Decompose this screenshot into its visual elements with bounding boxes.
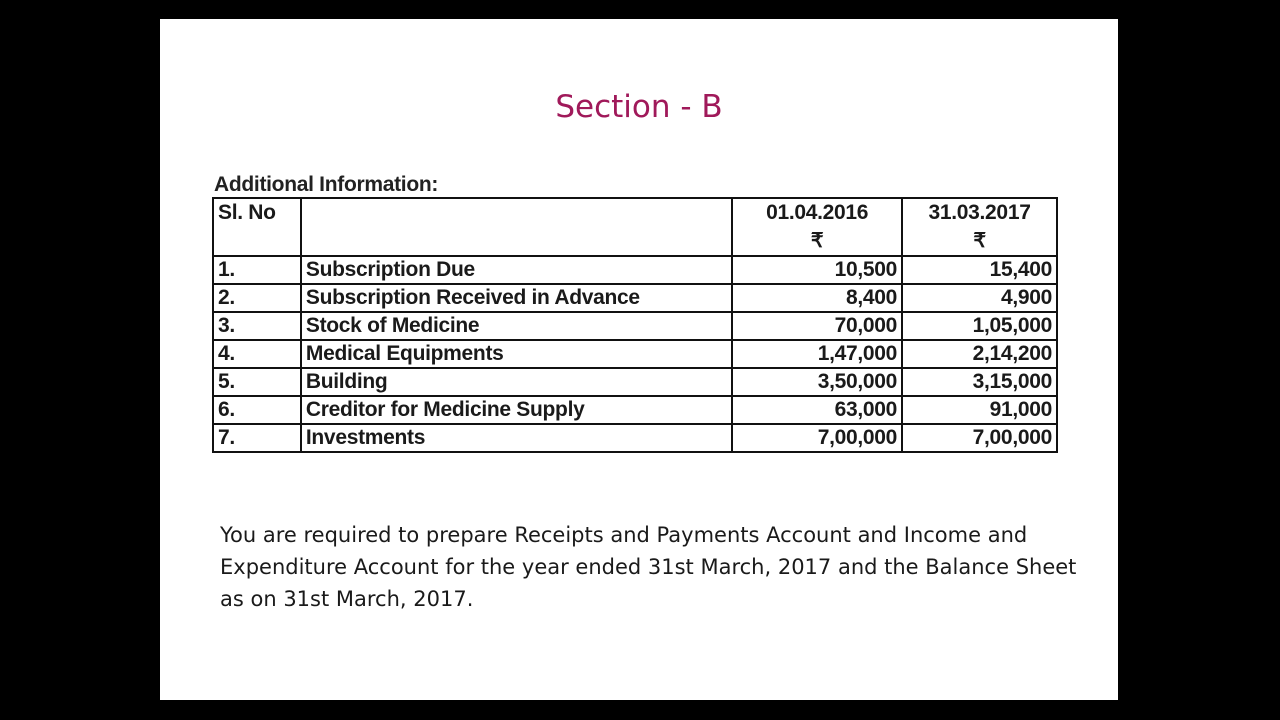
row-description: Medical Equipments (301, 340, 732, 368)
row-value-opening: 63,000 (732, 396, 902, 424)
row-description: Investments (301, 424, 732, 452)
header-date-opening-label: 01.04.2016 (766, 201, 869, 224)
row-number: 2. (213, 284, 301, 312)
additional-info-label: Additional Information: (214, 173, 439, 196)
row-number: 1. (213, 256, 301, 284)
table-row (213, 396, 1057, 424)
header-sl-no: Sl. No (213, 198, 301, 256)
row-description: Stock of Medicine (301, 312, 732, 340)
rupee-symbol: ₹ (973, 230, 986, 252)
row-description: Building (301, 368, 732, 396)
row-description: Creditor for Medicine Supply (301, 396, 732, 424)
section-title: Section - B (555, 89, 723, 125)
table-row (213, 368, 1057, 396)
rupee-symbol: ₹ (810, 230, 824, 252)
row-description: Subscription Due (301, 256, 732, 284)
row-value-opening: 3,50,000 (732, 368, 902, 396)
header-date-closing-label: 31.03.2017 (928, 201, 1031, 224)
additional-info-table (212, 197, 1058, 453)
row-value-opening: 7,00,000 (732, 424, 902, 452)
header-date-opening (732, 198, 902, 256)
row-description: Subscription Received in Advance (301, 284, 732, 312)
header-description (301, 198, 732, 256)
row-value-opening: 70,000 (732, 312, 902, 340)
table-row (213, 256, 1057, 284)
row-number: 5. (213, 368, 301, 396)
row-value-closing: 3,15,000 (902, 368, 1057, 396)
row-number: 3. (213, 312, 301, 340)
header-date-closing (902, 198, 1057, 256)
row-number: 7. (213, 424, 301, 452)
slide (160, 19, 1118, 700)
table-row (213, 424, 1057, 452)
table-header-row (213, 198, 1057, 256)
table-row (213, 340, 1057, 368)
row-value-closing: 15,400 (902, 256, 1057, 284)
row-number: 6. (213, 396, 301, 424)
row-value-opening: 10,500 (732, 256, 902, 284)
row-value-opening: 1,47,000 (732, 340, 902, 368)
row-value-closing: 1,05,000 (902, 312, 1057, 340)
instruction-text: You are required to prepare Receipts and Payments Account and Income and Expenditure Account for the year ended 31st March, 2017 and the Balance Sheet as on 31st March, 2017. (220, 523, 1077, 611)
row-number: 4. (213, 340, 301, 368)
table-row (213, 284, 1057, 312)
row-value-closing: 2,14,200 (902, 340, 1057, 368)
row-value-opening: 8,400 (732, 284, 902, 312)
table-row (213, 312, 1057, 340)
row-value-closing: 91,000 (902, 396, 1057, 424)
row-value-closing: 4,900 (902, 284, 1057, 312)
row-value-closing: 7,00,000 (902, 424, 1057, 452)
